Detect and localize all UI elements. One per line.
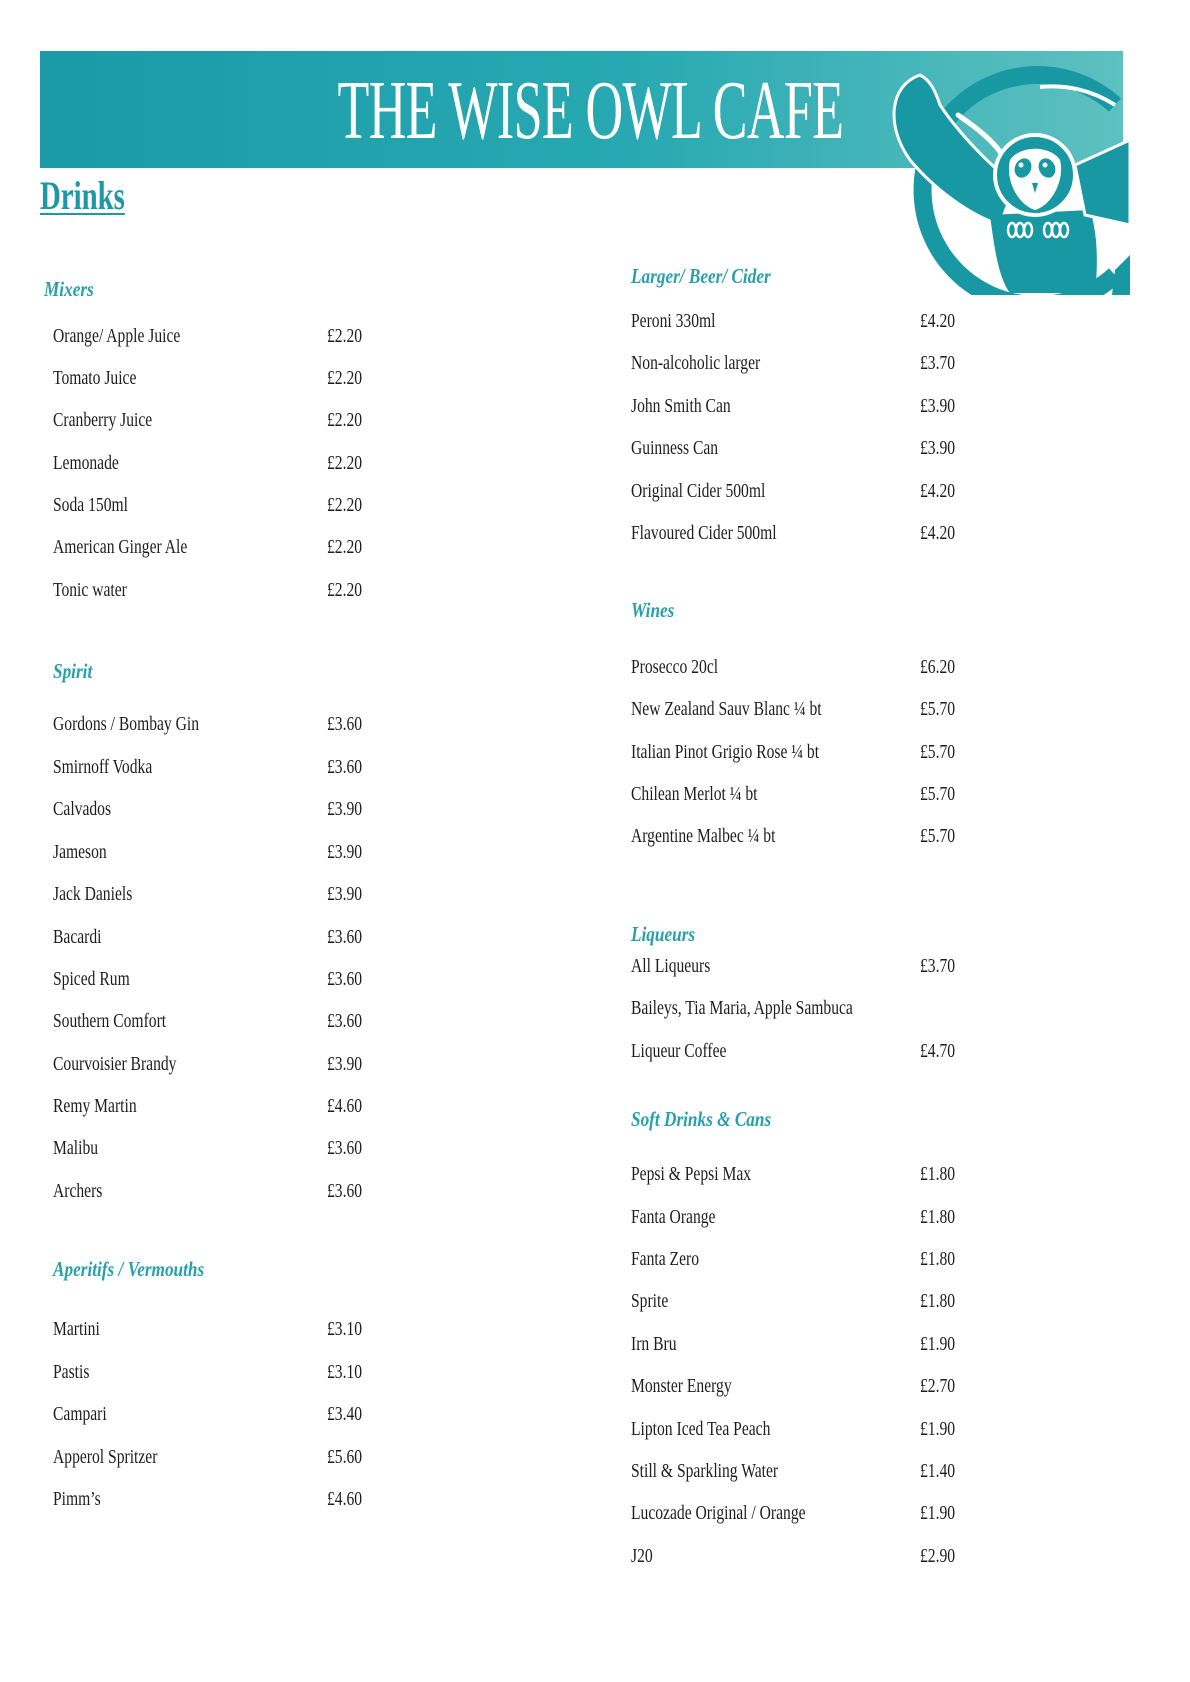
menu-item: Still & Sparkling Water	[631, 1460, 779, 1482]
section-title-mixers: Mixers	[44, 277, 94, 301]
menu-price: £5.70	[920, 741, 956, 763]
menu-item: Tonic water	[53, 579, 127, 601]
menu-price: £3.90	[920, 437, 956, 459]
menu-price: £3.60	[327, 713, 363, 735]
menu-item: Flavoured Cider 500ml	[631, 522, 777, 544]
menu-price: £5.60	[327, 1446, 363, 1468]
menu-price: £5.70	[920, 825, 956, 847]
menu-price: £1.80	[920, 1290, 956, 1312]
menu-price: £3.90	[920, 395, 956, 417]
menu-item: Lucozade Original / Orange	[631, 1502, 806, 1524]
menu-price: £2.20	[327, 452, 363, 474]
menu-price: £3.10	[327, 1318, 363, 1340]
menu-item: Apperol Spritzer	[53, 1446, 158, 1468]
menu-price: £3.90	[327, 883, 363, 905]
menu-item: Spiced Rum	[53, 968, 130, 990]
menu-price: £1.80	[920, 1163, 956, 1185]
menu-item: Non-alcoholic larger	[631, 352, 761, 374]
menu-price: £3.90	[327, 841, 363, 863]
menu-item: Sprite	[631, 1290, 669, 1312]
menu-price: £3.60	[327, 1010, 363, 1032]
menu-price: £2.20	[327, 579, 363, 601]
menu-item: Bacardi	[53, 926, 102, 948]
menu-item: Malibu	[53, 1137, 99, 1159]
menu-price: £3.60	[327, 1180, 363, 1202]
menu-item: Fanta Orange	[631, 1206, 716, 1228]
menu-price: £2.20	[327, 536, 363, 558]
menu-item: Guinness Can	[631, 437, 719, 459]
menu-item: Southern Comfort	[53, 1010, 167, 1032]
menu-item: Monster Energy	[631, 1375, 732, 1397]
menu-price: £3.60	[327, 1137, 363, 1159]
menu-price: £4.20	[920, 310, 956, 332]
menu-price: £5.70	[920, 783, 956, 805]
section-title-liqueurs: Liqueurs	[631, 922, 696, 946]
menu-price: £6.20	[920, 656, 956, 678]
menu-item: Jameson	[53, 841, 107, 863]
menu-item: Pepsi & Pepsi Max	[631, 1163, 752, 1185]
menu-price: £3.60	[327, 756, 363, 778]
menu-item: Argentine Malbec ¼ bt	[631, 825, 776, 847]
menu-price: £4.60	[327, 1488, 363, 1510]
section-title-wines: Wines	[631, 598, 675, 622]
menu-item: American Ginger Ale	[53, 536, 188, 558]
section-title-soft-drinks: Soft Drinks & Cans	[631, 1107, 772, 1131]
section-title-beer: Larger/ Beer/ Cider	[631, 264, 771, 288]
menu-item: Pastis	[53, 1361, 90, 1383]
menu-item: Pimm’s	[53, 1488, 101, 1510]
menu-price: £1.90	[920, 1333, 956, 1355]
menu-price: £1.90	[920, 1502, 956, 1524]
menu-price: £1.80	[920, 1206, 956, 1228]
menu-item: Original Cider 500ml	[631, 480, 766, 502]
menu-price: £2.90	[920, 1545, 956, 1567]
menu-price: £5.70	[920, 698, 956, 720]
menu-price: £2.20	[327, 494, 363, 516]
menu-item: Martini	[53, 1318, 100, 1340]
menu-price: £2.20	[327, 325, 363, 347]
menu-item: Fanta Zero	[631, 1248, 700, 1270]
menu-item: Irn Bru	[631, 1333, 677, 1355]
menu-price: £3.40	[327, 1403, 363, 1425]
menu-item: Italian Pinot Grigio Rose ¼ bt	[631, 741, 820, 763]
menu-price: £3.70	[920, 955, 956, 977]
menu-item: Chilean Merlot ¼ bt	[631, 783, 758, 805]
menu-item: Liqueur Coffee	[631, 1040, 727, 1062]
menu-price: £3.10	[327, 1361, 363, 1383]
menu-price: £1.40	[920, 1460, 956, 1482]
menu-price: £3.90	[327, 798, 363, 820]
owl-icon	[880, 65, 1130, 295]
menu-item: Orange/ Apple Juice	[53, 325, 181, 347]
menu-price: £3.90	[327, 1053, 363, 1075]
menu-item: Peroni 330ml	[631, 310, 716, 332]
menu-price: £2.20	[327, 409, 363, 431]
menu-item: Archers	[53, 1180, 103, 1202]
menu-price: £1.80	[920, 1248, 956, 1270]
menu-item: Campari	[53, 1403, 107, 1425]
section-title-aperitifs: Aperitifs / Vermouths	[53, 1257, 205, 1281]
menu-price: £2.20	[327, 367, 363, 389]
menu-price: £4.20	[920, 522, 956, 544]
menu-item: Gordons / Bombay Gin	[53, 713, 200, 735]
menu-price: £4.20	[920, 480, 956, 502]
menu-item: Lemonade	[53, 452, 119, 474]
menu-item: Prosecco 20cl	[631, 656, 719, 678]
menu-item: J20	[631, 1545, 653, 1567]
cafe-title: THE WISE OWL CAFE	[337, 64, 844, 157]
menu-item: Jack Daniels	[53, 883, 133, 905]
menu-item: Lipton Iced Tea Peach	[631, 1418, 771, 1440]
menu-item: Remy Martin	[53, 1095, 137, 1117]
page-heading: Drinks	[40, 173, 125, 218]
section-title-spirit: Spirit	[53, 659, 93, 683]
menu-item: Courvoisier Brandy	[53, 1053, 177, 1075]
menu-item: John Smith Can	[631, 395, 731, 417]
menu-item: Smirnoff Vodka	[53, 756, 153, 778]
menu-item: Calvados	[53, 798, 112, 820]
menu-price: £3.70	[920, 352, 956, 374]
menu-item: All Liqueurs	[631, 955, 711, 977]
menu-price: £3.60	[327, 926, 363, 948]
menu-item: Soda 150ml	[53, 494, 128, 516]
menu-price: £4.70	[920, 1040, 956, 1062]
menu-item: Tomato Juice	[53, 367, 137, 389]
menu-price: £1.90	[920, 1418, 956, 1440]
menu-item: Baileys, Tia Maria, Apple Sambuca	[631, 997, 853, 1019]
menu-price: £4.60	[327, 1095, 363, 1117]
menu-item: New Zealand Sauv Blanc ¼ bt	[631, 698, 822, 720]
menu-price: £2.70	[920, 1375, 956, 1397]
menu-price: £3.60	[327, 968, 363, 990]
menu-item: Cranberry Juice	[53, 409, 153, 431]
